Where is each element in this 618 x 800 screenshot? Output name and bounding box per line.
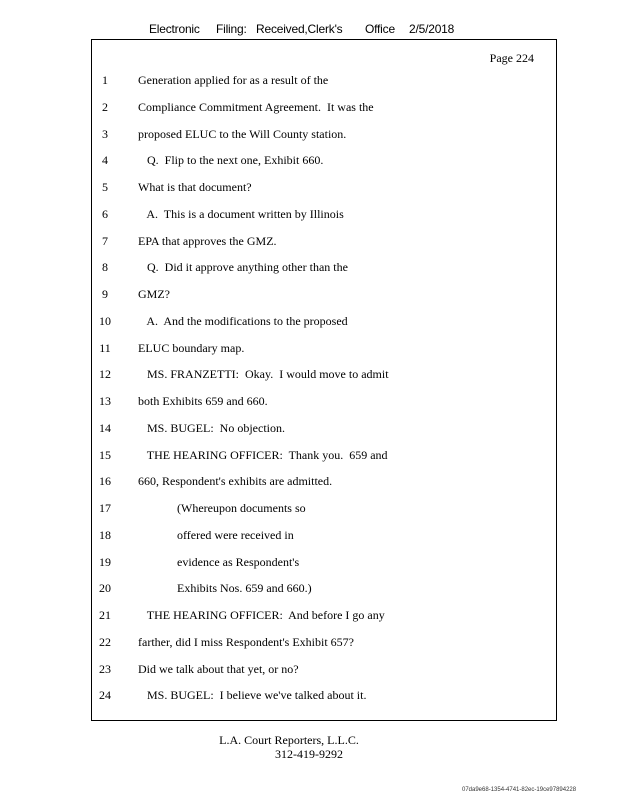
transcript-line — [0, 260, 618, 276]
line-number: 20 — [99, 581, 111, 596]
line-number: 9 — [102, 287, 108, 301]
line-text: A. And the modifications to the proposed — [138, 313, 348, 328]
line-text: THE HEARING OFFICER: Thank you. 659 and — [138, 447, 388, 462]
line-text: Compliance Commitment Agreement. It was the — [138, 99, 374, 114]
line-text: Q. Did it approve anything other than the — [138, 260, 348, 275]
line-number: 14 — [99, 420, 111, 435]
transcript-line — [0, 127, 618, 143]
reporter-phone: 312-419-9292 — [275, 747, 343, 761]
line-number: 10 — [99, 313, 111, 328]
filing-stamp-header — [0, 22, 618, 38]
line-number: 7 — [102, 233, 108, 248]
filing-stamp-word-office: Office — [365, 22, 395, 36]
transcript-line — [0, 501, 618, 517]
filing-stamp-word-filing: Filing: — [216, 22, 247, 36]
line-number: 15 — [99, 447, 111, 462]
line-number: 23 — [99, 661, 111, 676]
transcript-line — [0, 662, 618, 678]
line-text: Generation applied for as a result of the — [138, 73, 329, 87]
line-number: 13 — [99, 394, 111, 408]
transcript-line — [0, 100, 618, 116]
line-number: 3 — [102, 126, 108, 141]
line-text: Q. Flip to the next one, Exhibit 660. — [138, 153, 324, 168]
line-number: 1 — [102, 73, 108, 87]
transcript-line — [0, 555, 618, 571]
transcript-line — [0, 314, 618, 330]
line-text: THE HEARING OFFICER: And before I go any — [138, 608, 385, 622]
line-number: 8 — [102, 260, 108, 275]
line-text: 660, Respondent's exhibits are admitted. — [138, 474, 333, 489]
line-number: 4 — [102, 153, 108, 168]
filing-stamp-word-received: Received,Clerk's — [256, 22, 343, 36]
line-number: 12 — [99, 367, 111, 382]
transcript-line — [0, 341, 618, 357]
line-number: 17 — [99, 501, 111, 515]
line-number: 18 — [99, 527, 111, 542]
transcript-line — [0, 180, 618, 196]
line-text: proposed ELUC to the Will County station. — [138, 126, 347, 141]
line-text: farther, did I miss Respondent's Exhibit 657? — [138, 634, 354, 649]
line-number: 24 — [99, 688, 111, 703]
transcript-line — [0, 581, 618, 597]
line-number: 11 — [99, 340, 111, 355]
reporter-company: L.A. Court Reporters, L.L.C. — [219, 733, 359, 747]
document-id: 07da9e68-1354-4741-82ec-19ce97894228 — [462, 787, 577, 793]
transcript-line — [0, 688, 618, 704]
transcript-line — [0, 394, 618, 410]
transcript-line — [0, 287, 618, 303]
line-text: offered were received in — [138, 527, 294, 542]
line-text: GMZ? — [138, 287, 170, 301]
line-text: ELUC boundary map. — [138, 340, 245, 355]
line-number: 21 — [99, 608, 111, 622]
filing-stamp-word-electronic: Electronic — [149, 22, 200, 36]
line-text: What is that document? — [138, 180, 252, 194]
line-text: Exhibits Nos. 659 and 660.) — [138, 581, 312, 596]
transcript-line — [0, 474, 618, 490]
line-text: MS. BUGEL: No objection. — [138, 420, 285, 435]
page-number: Page 224 — [489, 51, 534, 65]
transcript-line — [0, 367, 618, 383]
line-text: A. This is a document written by Illinois — [138, 206, 344, 221]
transcript-line — [0, 421, 618, 437]
line-text: evidence as Respondent's — [138, 554, 300, 569]
transcript-line — [0, 207, 618, 223]
line-text: EPA that approves the GMZ. — [138, 233, 277, 248]
transcript-line — [0, 153, 618, 169]
line-number: 19 — [99, 554, 111, 569]
transcript-line — [0, 635, 618, 651]
line-text: (Whereupon documents so — [138, 501, 306, 515]
line-number: 16 — [99, 474, 111, 489]
line-number: 22 — [99, 634, 111, 649]
transcript-line — [0, 73, 618, 89]
line-text: MS. FRANZETTI: Okay. I would move to admit — [138, 367, 389, 382]
line-text: MS. BUGEL: I believe we've talked about it. — [138, 688, 367, 703]
line-number: 6 — [102, 206, 108, 221]
transcript-line — [0, 448, 618, 464]
transcript-line — [0, 528, 618, 544]
line-number: 5 — [102, 180, 108, 194]
line-number: 2 — [102, 99, 108, 114]
line-text: both Exhibits 659 and 660. — [138, 394, 268, 408]
filing-stamp-date: 2/5/2018 — [409, 22, 455, 36]
transcript-line — [0, 608, 618, 624]
line-text: Did we talk about that yet, or no? — [138, 661, 299, 676]
transcript-line — [0, 234, 618, 250]
